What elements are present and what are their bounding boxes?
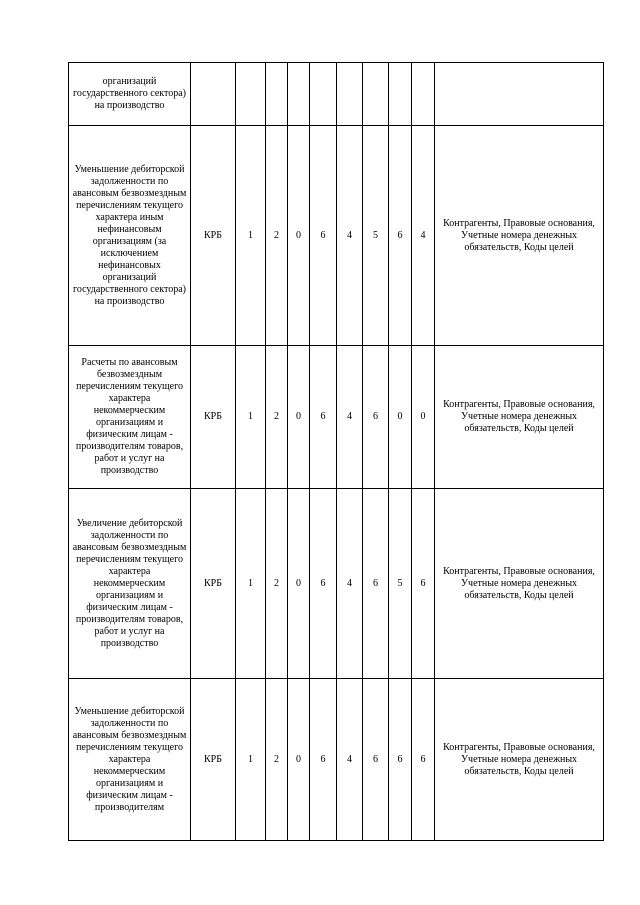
digit-cell: 4 [337, 489, 363, 679]
digit-cell: 1 [236, 679, 266, 841]
analytics-cell: Контрагенты, Правовые основания, Учетные номера денежных обязательств, Коды целей [435, 126, 604, 346]
digit-cell [310, 63, 337, 126]
account-name-cell: организаций государственного сектора) на производство [69, 63, 191, 126]
table-row [69, 679, 604, 841]
analytics-cell: Контрагенты, Правовые основания, Учетные номера денежных обязательств, Коды целей [435, 346, 604, 489]
account-name-cell: Уменьшение дебиторской задолженности по авансовым безвозмездным перечислениям текущего характера иным нефинансовым организациям (за исключением нефинансовых организаций государственного сектора) на производство [69, 126, 191, 346]
digit-cell: 6 [310, 679, 337, 841]
account-name-cell: Уменьшение дебиторской задолженности по авансовым безвозмездным перечислениям текущего характера некоммерческим организациям и физическим лицам - производителям [69, 679, 191, 841]
digit-cell: 6 [310, 489, 337, 679]
digit-cell: 5 [389, 489, 412, 679]
table-row [69, 489, 604, 679]
digit-cell [236, 63, 266, 126]
digit-cell [363, 63, 389, 126]
account-name-cell: Расчеты по авансовым безвозмездным перечислениям текущего характера некоммерческим организациям и физическим лицам - производителям товаров, работ и услуг на производство [69, 346, 191, 489]
digit-cell: 2 [266, 489, 288, 679]
account-name-cell: Увеличение дебиторской задолженности по авансовым безвозмездным перечислениям текущего характера некоммерческим организациям и физическим лицам - производителям товаров, работ и услуг на производство [69, 489, 191, 679]
table-row [69, 126, 604, 346]
code-cell [191, 63, 236, 126]
digit-cell: 4 [412, 126, 435, 346]
digit-cell: 0 [288, 346, 310, 489]
digit-cell [412, 63, 435, 126]
table-row [69, 346, 604, 489]
digit-cell: 2 [266, 346, 288, 489]
digit-cell [337, 63, 363, 126]
digit-cell: 4 [337, 346, 363, 489]
digit-cell: 0 [288, 489, 310, 679]
digit-cell: 6 [363, 679, 389, 841]
digit-cell: 6 [389, 679, 412, 841]
code-cell: КРБ [191, 346, 236, 489]
digit-cell: 1 [236, 346, 266, 489]
analytics-cell [435, 63, 604, 126]
digit-cell: 6 [310, 346, 337, 489]
analytics-cell: Контрагенты, Правовые основания, Учетные номера денежных обязательств, Коды целей [435, 679, 604, 841]
digit-cell: 6 [363, 346, 389, 489]
digit-cell: 0 [389, 346, 412, 489]
digit-cell: 2 [266, 679, 288, 841]
digit-cell: 6 [389, 126, 412, 346]
digit-cell: 1 [236, 126, 266, 346]
digit-cell: 6 [412, 679, 435, 841]
digit-cell: 4 [337, 679, 363, 841]
digit-cell: 6 [412, 489, 435, 679]
code-cell: КРБ [191, 489, 236, 679]
analytics-cell: Контрагенты, Правовые основания, Учетные номера денежных обязательств, Коды целей [435, 489, 604, 679]
code-cell: КРБ [191, 679, 236, 841]
digit-cell: 5 [363, 126, 389, 346]
code-cell: КРБ [191, 126, 236, 346]
digit-cell: 1 [236, 489, 266, 679]
accounts-table [68, 62, 604, 841]
digit-cell: 0 [288, 126, 310, 346]
table-row [69, 63, 604, 126]
digit-cell [288, 63, 310, 126]
digit-cell: 6 [363, 489, 389, 679]
digit-cell [389, 63, 412, 126]
digit-cell: 4 [337, 126, 363, 346]
digit-cell [266, 63, 288, 126]
digit-cell: 0 [412, 346, 435, 489]
digit-cell: 2 [266, 126, 288, 346]
digit-cell: 6 [310, 126, 337, 346]
digit-cell: 0 [288, 679, 310, 841]
